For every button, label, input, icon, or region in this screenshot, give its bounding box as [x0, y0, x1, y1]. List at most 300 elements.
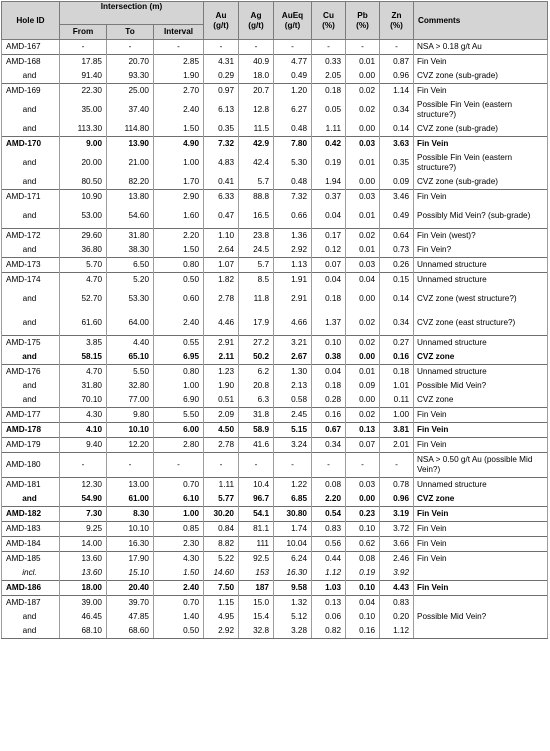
cell-ag: 42.4 [239, 151, 274, 175]
cell-aueq: 1.74 [274, 522, 312, 537]
cell-ag: 88.8 [239, 190, 274, 205]
table-row [2, 151, 548, 175]
cell-ag: 6.2 [239, 365, 274, 380]
cell-aueq: 6.24 [274, 552, 312, 567]
cell-ag: 5.7 [239, 258, 274, 273]
cell-ag: 40.9 [239, 55, 274, 70]
cell-from: 13.60 [60, 566, 107, 581]
cell-cu: 0.04 [312, 365, 346, 380]
cell-zn: 3.19 [380, 507, 414, 522]
cell-zn: 1.01 [380, 379, 414, 393]
cell-interval: 2.90 [154, 190, 204, 205]
cell-hole-id: AMD-171 [2, 190, 60, 205]
cell-au: 1.90 [204, 379, 239, 393]
table-row [2, 408, 548, 423]
cell-ag: - [239, 40, 274, 55]
cell-from: 70.10 [60, 393, 107, 408]
assay-results-table [1, 1, 548, 639]
cell-pb: 0.02 [346, 229, 380, 244]
cell-hole-id: AMD-170 [2, 137, 60, 152]
cell-to: 82.20 [107, 175, 154, 190]
table-row [2, 229, 548, 244]
cell-aueq: 4.77 [274, 55, 312, 70]
cell-pb: 0.00 [346, 69, 380, 84]
cell-comment: CVZ zone (sub-grade) [414, 122, 548, 137]
cell-to: 13.90 [107, 137, 154, 152]
cell-comment: Unnamed structure [414, 478, 548, 493]
cell-cu: 0.38 [312, 350, 346, 365]
cell-aueq: 2.45 [274, 408, 312, 423]
cell-aueq: 3.21 [274, 336, 312, 351]
col-from: From [60, 25, 107, 40]
cell-from: 10.90 [60, 190, 107, 205]
cell-from: 20.00 [60, 151, 107, 175]
cell-pb: 0.02 [346, 336, 380, 351]
cell-interval: 2.70 [154, 84, 204, 99]
cell-interval: 2.20 [154, 229, 204, 244]
cell-comment [414, 596, 548, 611]
cell-au: 2.78 [204, 438, 239, 453]
cell-interval: 1.40 [154, 610, 204, 624]
cell-from: - [60, 40, 107, 55]
cell-interval: 6.10 [154, 492, 204, 507]
cell-zn: 0.15 [380, 273, 414, 288]
cell-interval: 6.95 [154, 350, 204, 365]
cell-aueq: 0.48 [274, 122, 312, 137]
col-au-unit: (g/t) [213, 20, 229, 30]
cell-au: 0.47 [204, 204, 239, 229]
cell-ag: 23.8 [239, 229, 274, 244]
cell-cu: 0.16 [312, 408, 346, 423]
cell-hole-id: AMD-169 [2, 84, 60, 99]
table-row [2, 478, 548, 493]
cell-interval: 1.90 [154, 69, 204, 84]
cell-ag: 187 [239, 581, 274, 596]
cell-comment: Fin Vein [414, 581, 548, 596]
cell-cu: 0.13 [312, 596, 346, 611]
cell-aueq: 1.32 [274, 596, 312, 611]
cell-interval: 0.60 [154, 287, 204, 311]
cell-cu: 0.19 [312, 151, 346, 175]
cell-ag: 18.0 [239, 69, 274, 84]
table-row [2, 336, 548, 351]
cell-au: - [204, 453, 239, 478]
cell-hole-id: and [2, 122, 60, 137]
cell-aueq: 1.91 [274, 273, 312, 288]
cell-cu: 0.05 [312, 98, 346, 122]
cell-to: 61.00 [107, 492, 154, 507]
cell-aueq: 6.85 [274, 492, 312, 507]
table-row [2, 566, 548, 581]
cell-hole-id: and [2, 379, 60, 393]
cell-zn: - [380, 40, 414, 55]
cell-to: 31.80 [107, 229, 154, 244]
cell-cu: 0.06 [312, 610, 346, 624]
cell-cu: 0.17 [312, 229, 346, 244]
cell-comment: CVZ zone [414, 393, 548, 408]
cell-pb: 0.01 [346, 365, 380, 380]
cell-comment: Fin Vein [414, 84, 548, 99]
cell-pb: 0.62 [346, 537, 380, 552]
col-pb [346, 2, 380, 40]
cell-comment: Fin Vein [414, 55, 548, 70]
cell-hole-id: AMD-177 [2, 408, 60, 423]
table-row [2, 552, 548, 567]
cell-interval: 2.80 [154, 438, 204, 453]
cell-au: 4.46 [204, 311, 239, 336]
cell-to: 47.85 [107, 610, 154, 624]
cell-to: 17.90 [107, 552, 154, 567]
cell-au: 14.60 [204, 566, 239, 581]
cell-from: 35.00 [60, 98, 107, 122]
cell-to: 12.20 [107, 438, 154, 453]
cell-aueq: 0.66 [274, 204, 312, 229]
cell-to: 20.40 [107, 581, 154, 596]
cell-cu: 0.12 [312, 243, 346, 258]
table-row [2, 522, 548, 537]
cell-interval: 0.80 [154, 258, 204, 273]
cell-comment: Unnamed structure [414, 336, 548, 351]
cell-cu: 0.37 [312, 190, 346, 205]
cell-au: 8.82 [204, 537, 239, 552]
cell-zn: 3.92 [380, 566, 414, 581]
cell-aueq: 3.28 [274, 624, 312, 639]
cell-zn: 0.11 [380, 393, 414, 408]
cell-ag: 32.8 [239, 624, 274, 639]
cell-ag: 20.8 [239, 379, 274, 393]
cell-cu: 1.37 [312, 311, 346, 336]
cell-cu: 0.18 [312, 379, 346, 393]
cell-pb: 0.10 [346, 581, 380, 596]
cell-au: 1.11 [204, 478, 239, 493]
cell-interval: 0.50 [154, 624, 204, 639]
cell-hole-id: and [2, 175, 60, 190]
cell-interval: 0.70 [154, 478, 204, 493]
cell-cu: 0.34 [312, 438, 346, 453]
cell-comment: CVZ zone (sub-grade) [414, 69, 548, 84]
cell-hole-id: AMD-187 [2, 596, 60, 611]
cell-from: - [60, 453, 107, 478]
cell-zn: 0.34 [380, 98, 414, 122]
cell-interval: 2.30 [154, 537, 204, 552]
cell-cu: 1.11 [312, 122, 346, 137]
cell-hole-id: AMD-173 [2, 258, 60, 273]
cell-interval: 0.55 [154, 336, 204, 351]
table-row [2, 273, 548, 288]
cell-aueq: 5.30 [274, 151, 312, 175]
cell-from: 29.60 [60, 229, 107, 244]
cell-comment: Unnamed structure [414, 365, 548, 380]
cell-aueq: 16.30 [274, 566, 312, 581]
cell-pb: 0.10 [346, 610, 380, 624]
cell-zn: 0.26 [380, 258, 414, 273]
cell-hole-id: and [2, 350, 60, 365]
cell-comment [414, 566, 548, 581]
table-row [2, 287, 548, 311]
cell-aueq: 10.04 [274, 537, 312, 552]
cell-pb: 0.02 [346, 311, 380, 336]
cell-hole-id: AMD-167 [2, 40, 60, 55]
cell-interval: 1.50 [154, 122, 204, 137]
cell-ag: 96.7 [239, 492, 274, 507]
cell-aueq: 2.67 [274, 350, 312, 365]
cell-from: 9.25 [60, 522, 107, 537]
col-comments: Comments [414, 2, 548, 40]
cell-zn: 1.12 [380, 624, 414, 639]
cell-from: 3.85 [60, 336, 107, 351]
cell-hole-id: AMD-179 [2, 438, 60, 453]
cell-aueq: 1.30 [274, 365, 312, 380]
cell-from: 54.90 [60, 492, 107, 507]
cell-to: 54.60 [107, 204, 154, 229]
cell-au: 1.23 [204, 365, 239, 380]
cell-pb: 0.01 [346, 204, 380, 229]
cell-zn: 3.66 [380, 537, 414, 552]
col-ag-unit: (g/t) [248, 20, 264, 30]
cell-ag: 8.5 [239, 273, 274, 288]
cell-from: 58.15 [60, 350, 107, 365]
cell-zn: 0.96 [380, 69, 414, 84]
cell-zn: 3.81 [380, 423, 414, 438]
cell-comment: Fin Vein [414, 537, 548, 552]
cell-interval: 0.70 [154, 596, 204, 611]
cell-pb: 0.02 [346, 98, 380, 122]
cell-zn: 0.16 [380, 350, 414, 365]
cell-comment: NSA > 0.50 g/t Au (possible Mid Vein?) [414, 453, 548, 478]
cell-au: 2.11 [204, 350, 239, 365]
cell-hole-id: AMD-186 [2, 581, 60, 596]
cell-ag: 5.7 [239, 175, 274, 190]
cell-ag: 16.5 [239, 204, 274, 229]
cell-to: 16.30 [107, 537, 154, 552]
cell-zn: 0.27 [380, 336, 414, 351]
cell-comment: CVZ zone [414, 350, 548, 365]
table-row [2, 423, 548, 438]
col-cu [312, 2, 346, 40]
cell-from: 4.70 [60, 273, 107, 288]
cell-cu: 2.05 [312, 69, 346, 84]
cell-to: 4.40 [107, 336, 154, 351]
cell-aueq: 0.49 [274, 69, 312, 84]
cell-cu: 0.54 [312, 507, 346, 522]
cell-pb: 0.01 [346, 243, 380, 258]
cell-ag: 111 [239, 537, 274, 552]
cell-from: 53.00 [60, 204, 107, 229]
table-row [2, 204, 548, 229]
cell-au: 4.50 [204, 423, 239, 438]
table-row [2, 190, 548, 205]
cell-to: 25.00 [107, 84, 154, 99]
cell-aueq: 9.58 [274, 581, 312, 596]
cell-pb: 0.00 [346, 393, 380, 408]
cell-ag: 153 [239, 566, 274, 581]
cell-comment: Possible Mid Vein? [414, 610, 548, 624]
cell-hole-id: AMD-174 [2, 273, 60, 288]
cell-au: 0.84 [204, 522, 239, 537]
cell-ag: 15.0 [239, 596, 274, 611]
cell-ag: 20.7 [239, 84, 274, 99]
cell-pb: 0.01 [346, 55, 380, 70]
cell-cu: 2.20 [312, 492, 346, 507]
cell-from: 7.30 [60, 507, 107, 522]
cell-hole-id: AMD-183 [2, 522, 60, 537]
cell-to: 32.80 [107, 379, 154, 393]
cell-cu: - [312, 40, 346, 55]
table-row [2, 438, 548, 453]
cell-hole-id: and [2, 311, 60, 336]
cell-au: - [204, 40, 239, 55]
cell-aueq: 6.27 [274, 98, 312, 122]
cell-zn: 0.14 [380, 122, 414, 137]
cell-from: 22.30 [60, 84, 107, 99]
cell-hole-id: AMD-180 [2, 453, 60, 478]
cell-interval: 0.50 [154, 273, 204, 288]
cell-interval: 0.85 [154, 522, 204, 537]
cell-hole-id: AMD-185 [2, 552, 60, 567]
cell-to: 53.30 [107, 287, 154, 311]
table-row [2, 596, 548, 611]
cell-cu: 0.33 [312, 55, 346, 70]
cell-pb: 0.08 [346, 552, 380, 567]
cell-aueq: 3.24 [274, 438, 312, 453]
cell-pb: - [346, 453, 380, 478]
cell-cu: 0.04 [312, 204, 346, 229]
cell-pb: 0.02 [346, 84, 380, 99]
cell-zn: 3.63 [380, 137, 414, 152]
cell-au: 7.32 [204, 137, 239, 152]
cell-ag: 50.2 [239, 350, 274, 365]
cell-interval: 5.50 [154, 408, 204, 423]
cell-zn: 0.35 [380, 151, 414, 175]
cell-aueq: 2.92 [274, 243, 312, 258]
cell-comment: Unnamed structure [414, 273, 548, 288]
col-pb-label: Pb [357, 10, 368, 20]
cell-to: 77.00 [107, 393, 154, 408]
cell-zn: 0.73 [380, 243, 414, 258]
cell-zn: 0.87 [380, 55, 414, 70]
cell-from: 12.30 [60, 478, 107, 493]
cell-aueq: 2.91 [274, 287, 312, 311]
cell-au: 30.20 [204, 507, 239, 522]
cell-au: 5.22 [204, 552, 239, 567]
cell-to: 68.60 [107, 624, 154, 639]
cell-pb: 0.00 [346, 492, 380, 507]
cell-ag: 11.8 [239, 287, 274, 311]
cell-cu: 1.12 [312, 566, 346, 581]
col-cu-unit: (%) [322, 20, 335, 30]
cell-comment: NSA > 0.18 g/t Au [414, 40, 548, 55]
cell-hole-id: and [2, 624, 60, 639]
cell-cu: 0.83 [312, 522, 346, 537]
cell-interval: 0.80 [154, 365, 204, 380]
cell-ag: 12.8 [239, 98, 274, 122]
cell-to: 5.20 [107, 273, 154, 288]
cell-to: - [107, 453, 154, 478]
cell-to: 13.80 [107, 190, 154, 205]
cell-interval: - [154, 40, 204, 55]
cell-to: 21.00 [107, 151, 154, 175]
table-row [2, 40, 548, 55]
cell-from: 52.70 [60, 287, 107, 311]
cell-au: 2.78 [204, 287, 239, 311]
cell-au: 4.95 [204, 610, 239, 624]
cell-zn: 0.14 [380, 287, 414, 311]
cell-pb: 0.00 [346, 175, 380, 190]
cell-comment: Fin Vein [414, 438, 548, 453]
cell-comment: Fin Vein [414, 190, 548, 205]
cell-zn: 3.46 [380, 190, 414, 205]
cell-comment: Fin Vein [414, 137, 548, 152]
cell-ag: 42.9 [239, 137, 274, 152]
cell-au: 0.51 [204, 393, 239, 408]
cell-zn: 1.14 [380, 84, 414, 99]
col-interval: Interval [154, 25, 204, 40]
cell-interval: 4.30 [154, 552, 204, 567]
cell-au: 1.82 [204, 273, 239, 288]
table-body [2, 40, 548, 639]
cell-hole-id: incl. [2, 566, 60, 581]
cell-from: 14.00 [60, 537, 107, 552]
cell-to: 13.00 [107, 478, 154, 493]
col-aueq-label: AuEq [281, 10, 304, 20]
cell-cu: 0.82 [312, 624, 346, 639]
cell-hole-id: and [2, 204, 60, 229]
table-row [2, 537, 548, 552]
cell-ag: 17.9 [239, 311, 274, 336]
cell-au: 4.83 [204, 151, 239, 175]
cell-to: 5.50 [107, 365, 154, 380]
cell-aueq: 2.13 [274, 379, 312, 393]
cell-hole-id: and [2, 610, 60, 624]
table-row [2, 624, 548, 639]
cell-interval: 1.00 [154, 379, 204, 393]
cell-pb: 0.00 [346, 122, 380, 137]
cell-hole-id: and [2, 98, 60, 122]
cell-aueq: - [274, 453, 312, 478]
cell-to: 10.10 [107, 522, 154, 537]
cell-interval: 4.90 [154, 137, 204, 152]
cell-from: 36.80 [60, 243, 107, 258]
cell-interval: 2.40 [154, 98, 204, 122]
cell-au: 0.35 [204, 122, 239, 137]
cell-pb: 0.16 [346, 624, 380, 639]
cell-pb: 0.03 [346, 258, 380, 273]
cell-to: 20.70 [107, 55, 154, 70]
cell-cu: 1.94 [312, 175, 346, 190]
cell-hole-id: AMD-175 [2, 336, 60, 351]
cell-from: 18.00 [60, 581, 107, 596]
cell-zn: - [380, 453, 414, 478]
cell-ag: 10.4 [239, 478, 274, 493]
cell-pb: 0.03 [346, 137, 380, 152]
cell-aueq: 5.12 [274, 610, 312, 624]
cell-pb: 0.07 [346, 438, 380, 453]
cell-from: 113.30 [60, 122, 107, 137]
cell-aueq: 7.80 [274, 137, 312, 152]
table-row [2, 379, 548, 393]
cell-to: 64.00 [107, 311, 154, 336]
cell-comment: CVZ zone (east structure?) [414, 311, 548, 336]
col-au [204, 2, 239, 40]
cell-au: 5.77 [204, 492, 239, 507]
cell-hole-id: AMD-172 [2, 229, 60, 244]
cell-pb: 0.02 [346, 408, 380, 423]
cell-interval: 1.50 [154, 566, 204, 581]
cell-interval: 1.70 [154, 175, 204, 190]
cell-pb: 0.04 [346, 273, 380, 288]
cell-comment: Possible Fin Vein (eastern structure?) [414, 151, 548, 175]
cell-interval: 2.40 [154, 581, 204, 596]
